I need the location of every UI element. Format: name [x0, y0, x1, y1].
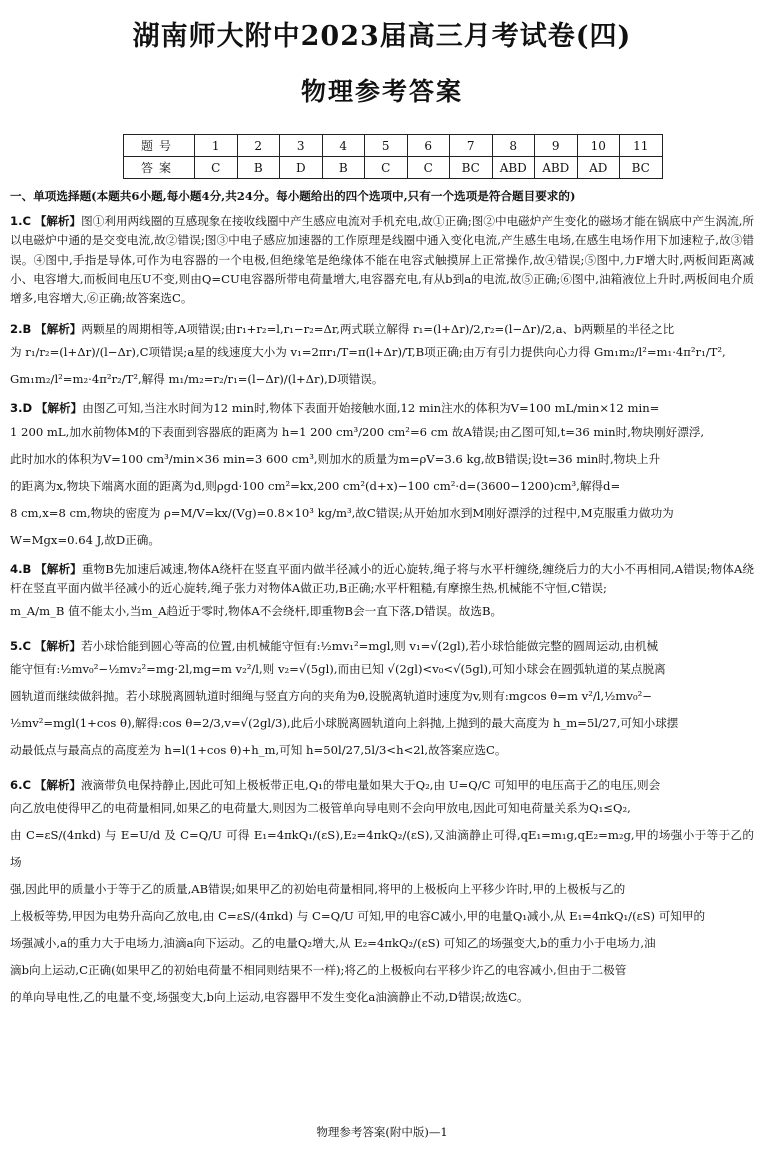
- explanation-line: 的距离为x,物块下端离水面的距离为d,则ρgd·100 cm²=kx,200 cm²(d+x)−100 cm²·d=(3600−1200)cm³,解得d=: [10, 478, 621, 493]
- answer-label: 答案: [124, 157, 195, 179]
- explanation-line: 的单向导电性,乙的电量不变,场强变大,b向上运动,电容器甲不发生变化a油滴静止不动,D错误;故选C。: [10, 990, 529, 1005]
- explanation-line: 8 cm,x=8 cm,物块的密度为 ρ=M/V=kx/(Vg)=0.8×10³ kg/m³,故C错误;从开始加水到M刚好漂浮的过程中,M克服重力做功为: [10, 505, 674, 520]
- explanation-text: 图①利用两线圈的互感现象在接收线圈中产生感应电流对手机充电,故①正确;图②中电磁炉产生变化的磁场才能在锅底中产生涡流,所以电磁炉中通的是交变电流,故②错误;图③中电子感应加速器的工作原理是线圈中通入变化电流,产生感生电场,在感生电场作用下加速粒子,故③错误。④图中,手指是导体,可作为电容器的一个电极,但绝缘笔是绝缘体不能在电容式触摸屏上正常操作,故④错误;⑤图中,力F增大时,两板间距离减小、电容增大,而板间电压U不变,则由Q=CU电容器所带电荷量增大,电容器充电,有从b到a的电流,故⑤正确;⑥图中,油箱液位上升时,两板间电介质增多,电容增大,⑥正确;故答案选C。: [10, 214, 754, 306]
- question-number: 5: [365, 135, 408, 157]
- answer-cell: B: [237, 157, 280, 179]
- explanations: [10, 187, 754, 1011]
- explanation-line: 上极板等势,甲因为电势升高向乙放电,由 C=εS/(4πkd) 与 C=Q/U 可知,甲的电容C减小,甲的电量Q₁减小,从 E₁=4πkQ₁/(εS) 可知甲的: [10, 909, 706, 924]
- question-number: 8: [492, 135, 535, 157]
- explain-label: 【解析】: [34, 639, 82, 654]
- answer-cell: B: [322, 157, 365, 179]
- question-number: 9: [535, 135, 578, 157]
- question-explanation: [10, 320, 754, 339]
- answer-table: [123, 134, 663, 179]
- explain-label: 【解析】: [35, 322, 82, 337]
- explanation-line: 圆轨道而继续做斜抛。若小球脱离圆轨道时细绳与竖直方向的夹角为θ,设脱离轨道时速度为v,则有:mgcos θ=m v²/l,½mv₀²−: [10, 689, 652, 704]
- question-number: 11: [620, 135, 663, 157]
- explanation-line: 1 200 mL,加水前物体M的下表面到容器底的距离为 h=1 200 cm³/200 cm²=6 cm 故A错误;由乙图可知,t=36 min时,物块刚好漂浮,: [10, 424, 705, 439]
- question-answer-number: 6.C: [10, 778, 31, 793]
- explanation-line: 此时加水的体积为V=100 cm³/min×36 min=3 600 cm³,则加水的质量为m=ρV=3.6 kg,故B错误;设t=36 min时,物块上升: [10, 451, 661, 466]
- section-heading: 一、单项选择题(本题共6小题,每小题4分,共24分。每小题给出的四个选项中,只有一个选项是符合题目要求的): [10, 189, 576, 203]
- question-answer-number: 1.C: [10, 214, 31, 229]
- question-explanation: [10, 637, 754, 656]
- explanation-text: 由图乙可知,当注水时间为12 min时,物体下表面开始接触水面,12 min注水的体积为V=100 mL/min×12 min=: [82, 401, 660, 416]
- question-number-label: 题号: [124, 135, 195, 157]
- question-answer-number: 4.B: [10, 561, 32, 576]
- explanation-line: 由 C=εS/(4πkd) 与 E=U/d 及 C=Q/U 可得 E₁=4πkQ₁/(εS),E₂=4πkQ₂/(εS),又油滴静止可得,qE₁=m₁g,qE₂=m₂g,甲的场强小于等于乙的场: [10, 828, 754, 870]
- explanation-line: m_A/m_B 值不能太小,当m_A趋近于零时,物体A不会绕杆,即重物B会一直下落,D错误。故选B。: [10, 604, 503, 619]
- question-explanation: [10, 560, 754, 598]
- explanation-line: 滴b向上运动,C正确(如果甲乙的初始电荷量不相同则结果不一样);将乙的上极板向右平移少许乙的电容减小,但由于二极管: [10, 963, 627, 978]
- explanation-line: Gm₁m₂/l²=m₂·4π²r₂/T²,解得 m₁/m₂=r₂/r₁=(l−Δr)/(l+Δr),D项错误。: [10, 372, 384, 387]
- answer-subtitle: 物理参考答案: [300, 77, 463, 106]
- explanation-line: ½mv²=mgl(1+cos θ),解得:cos θ=2/3,v=√(2gl/3),此后小球脱离圆轨道向上斜抛,上抛到的最大高度为 h_m=5l/27,可知小球摆: [10, 716, 679, 731]
- explanation-text: 液滴带负电保持静止,因此可知上极板带正电,Q₁的带电量如果大于Q₂,由 U=Q/C 可知甲的电压高于乙的电压,则会: [81, 778, 661, 793]
- answer-cell: BC: [620, 157, 663, 179]
- answer-cell: ABD: [492, 157, 535, 179]
- explanation-text: 重物B先加速后减速,物体A绕杆在竖直平面内做半径减小的近心旋转,绳子将与水平杆缠绕,缠绕后力的大小不再相同,A错误;物体A绕杆在竖直平面内做半径减小的近心旋转,绳子张力对物体A做正功,B正确;水平杆粗糙,有摩擦生热,机械能不守恒,C错误;: [10, 561, 754, 595]
- question-number: 2: [237, 135, 280, 157]
- answer-row: [124, 157, 663, 179]
- answer-cell: ABD: [535, 157, 578, 179]
- explanation-line: 向乙放电使得甲乙的电荷量相同,如果乙的电荷量大,则因为二极管单向导电则不会向甲放电,因此可知电荷量关系为Q₁≤Q₂,: [10, 801, 631, 816]
- answer-cell: D: [280, 157, 323, 179]
- answer-cell: C: [365, 157, 408, 179]
- question-number: 6: [407, 135, 450, 157]
- question-answer-number: 2.B: [10, 322, 32, 337]
- explanation-line: 为 r₁/r₂=(l+Δr)/(l−Δr),C项错误;a星的线速度大小为 v₁=2πr₁/T=π(l+Δr)/T,B项正确;由万有引力提供向心力得 Gm₁m₂/l²=m₁·4π²r₁/T²,: [10, 345, 726, 360]
- question-number: 4: [322, 135, 365, 157]
- question-number-row: [124, 135, 663, 157]
- question-number: 10: [577, 135, 620, 157]
- answer-cell: AD: [577, 157, 620, 179]
- question-answer-number: 3.D: [10, 401, 33, 416]
- question-number: 3: [280, 135, 323, 157]
- explain-label: 【解析】: [35, 561, 82, 576]
- explain-label: 【解析】: [35, 401, 83, 416]
- answer-cell: C: [195, 157, 238, 179]
- exam-title: 湖南师大附中2023届高三月考试卷(四): [132, 21, 632, 52]
- question-number: 1: [195, 135, 238, 157]
- question-answer-number: 5.C: [10, 639, 31, 654]
- question-explanation: [10, 399, 754, 418]
- explanation-line: 能守恒有:½mv₀²−½mv₂²=mg·2l,mg=m v₂²/l,则 v₂=√(5gl),而由已知 √(2gl)<v₀<√(5gl),可知小球会在圆弧轨道的某点脱离: [10, 662, 666, 677]
- explain-label: 【解析】: [34, 214, 82, 229]
- question-number: 7: [450, 135, 493, 157]
- question-explanation: [10, 212, 754, 308]
- question-explanation: [10, 776, 754, 795]
- explanation-text: 若小球恰能到圆心等高的位置,由机械能守恒有:½mv₁²=mgl,则 v₁=√(2gl),若小球恰能做完整的圆周运动,由机械: [81, 639, 659, 654]
- explanation-text: 两颗星的周期相等,A项错误;由r₁+r₂=l,r₁−r₂=Δr,两式联立解得 r₁=(l+Δr)/2,r₂=(l−Δr)/2,a、b两颗星的半径之比: [81, 322, 675, 337]
- explanation-line: 强,因此甲的质量小于等于乙的质量,AB错误;如果甲乙的初始电荷量相同,将甲的上极板向上平移少许时,甲的上极板与乙的: [10, 882, 626, 897]
- page-footer: 物理参考答案(附中版)—1: [316, 1125, 448, 1139]
- explanation-line: 动最低点与最高点的高度差为 h=l(1+cos θ)+h_m,可知 h=50l/27,5l/3<h<2l,故答案应选C。: [10, 743, 507, 758]
- explanation-line: W=Mgx=0.64 J,故D正确。: [10, 532, 160, 547]
- explanation-line: 场强减小,a的重力大于电场力,油滴a向下运动。乙的电量Q₂增大,从 E₂=4πkQ₂/(εS) 可知乙的场强变大,b的重力小于电场力,油: [10, 936, 656, 951]
- answer-cell: BC: [450, 157, 493, 179]
- answer-cell: C: [407, 157, 450, 179]
- explain-label: 【解析】: [34, 778, 82, 793]
